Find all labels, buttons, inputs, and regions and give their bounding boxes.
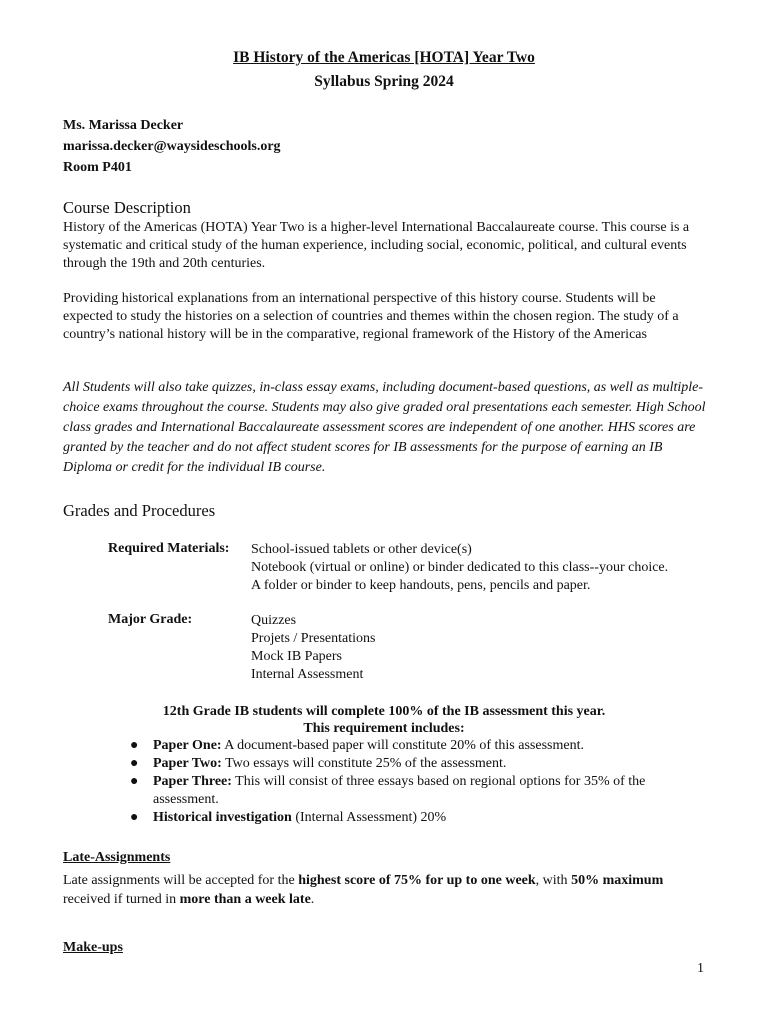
teacher-email: marissa.decker@waysideschools.org	[63, 139, 281, 154]
course-description-para-1: History of the Americas (HOTA) Year Two is a higher-level International Baccalaureate course. This course is a systematic and critical study of the human experience, including social, economic, political, and cultural events through the 19th and 20th centuries.	[63, 220, 690, 271]
course-description-para-3: All Students will also take quizzes, in-class essay exams, including document-based questions, as well as multiple-choice exams throughout the course. Students may also give graded oral presentations each semester. High School class grades and International Baccalaureate assessment scores are independent of one another. HHS scores are granted by the teacher and do not affect student scores for IB assessments for the purpose of earning an IB Diploma or credit for the individual IB course.	[63, 380, 706, 475]
required-materials-list	[251, 541, 668, 595]
course-description-heading: Course Description	[63, 198, 191, 217]
major-grade-item: Projets / Presentations	[251, 631, 376, 646]
late-bold: more than a week late	[179, 892, 311, 907]
bullet-paper-three	[108, 773, 708, 809]
bullet-label: Paper One:	[153, 738, 222, 753]
late-text: Late assignments will be accepted for the	[63, 873, 299, 888]
late-assignments-heading: Late-Assignments	[63, 850, 171, 865]
bullet-label: Paper Three:	[153, 774, 232, 789]
bullet-paper-two	[108, 755, 708, 773]
bullet-label: Historical investigation	[153, 810, 292, 825]
major-grade-item: Mock IB Papers	[251, 649, 342, 664]
late-bold: 50% maximum	[571, 873, 664, 888]
material-item: School-issued tablets or other device(s)	[251, 542, 472, 557]
bullet-text: Two essays will constitute 25% of the assessment.	[221, 756, 507, 771]
bullet-label: Paper Two:	[153, 756, 222, 771]
late-bold: highest score of 75% for up to one week	[298, 873, 536, 888]
bullet-text: (Internal Assessment) 20%	[291, 810, 447, 825]
document-title: IB History of the Americas [HOTA] Year Two	[233, 49, 535, 66]
document-subtitle: Syllabus Spring 2024	[314, 73, 454, 90]
assessment-statement: 12th Grade IB students will complete 100% of the IB assessment this year.	[162, 704, 606, 719]
major-grade-item: Quizzes	[251, 613, 297, 628]
grades-heading: Grades and Procedures	[63, 501, 216, 520]
late-assignments-paragraph	[63, 871, 703, 909]
bullet-text: A document-based paper will constitute 20% of this assessment.	[221, 738, 584, 753]
bullet-text: This will consist of three essays based on regional options for 35% of the assessment.	[153, 774, 646, 807]
teacher-name: Ms. Marissa Decker	[63, 118, 184, 133]
bullet-historical-investigation	[108, 809, 708, 827]
assessment-bullet-list	[108, 737, 708, 827]
room-number: Room P401	[63, 160, 132, 175]
major-grade-list	[251, 612, 375, 684]
bullet-icon: ●	[130, 756, 139, 771]
bullet-icon: ●	[130, 738, 139, 753]
contact-block	[63, 115, 281, 178]
late-text: received if turned in	[63, 892, 180, 907]
make-ups-heading: Make-ups	[63, 940, 123, 955]
assessment-requirement: This requirement includes:	[303, 721, 465, 736]
page-number: 1	[697, 961, 704, 976]
course-description-para-2: Providing historical explanations from an international perspective of this history course. Students will be expected to study the histories on a selection of countries and themes within the chosen region. The study of a country’s national history will be in the comparative, regional framework of the History of the Americas	[63, 291, 679, 342]
late-text: .	[310, 892, 315, 907]
required-materials-label: Required Materials:	[108, 541, 230, 556]
material-item: Notebook (virtual or online) or binder dedicated to this class--your choice.	[251, 560, 669, 575]
bullet-paper-one	[108, 737, 708, 755]
major-grade-item: Internal Assessment	[251, 667, 364, 682]
major-grade-label: Major Grade:	[108, 612, 193, 627]
material-item: A folder or binder to keep handouts, pens, pencils and paper.	[251, 578, 591, 593]
late-text: , with	[535, 873, 572, 888]
bullet-icon: ●	[130, 810, 139, 825]
bullet-icon: ●	[130, 774, 139, 789]
